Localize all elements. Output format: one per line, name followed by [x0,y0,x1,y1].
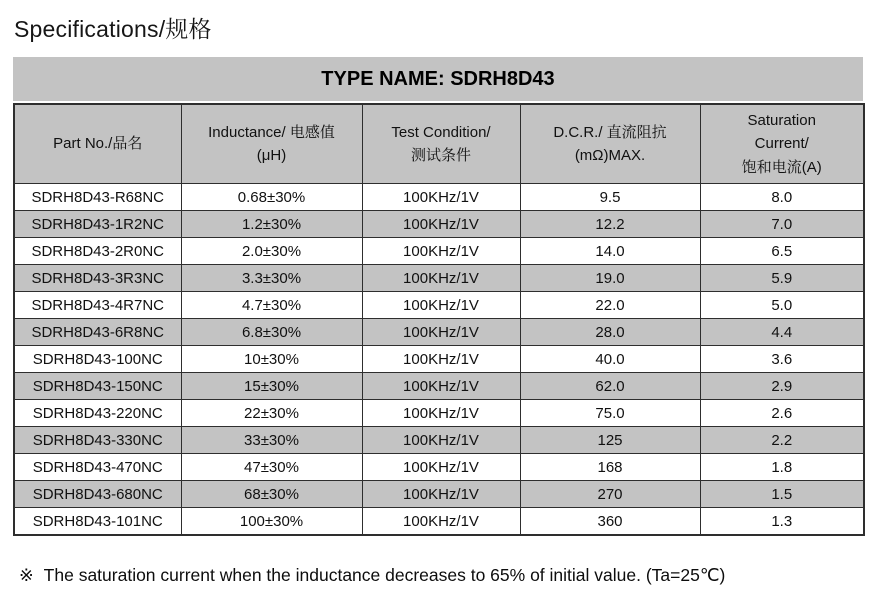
table-cell: 100KHz/1V [362,238,520,265]
table-cell: SDRH8D43-4R7NC [14,292,181,319]
table-cell: 5.0 [700,292,864,319]
table-cell: 4.7±30% [181,292,362,319]
footnote-marker: ※ [19,565,34,585]
table-cell: SDRH8D43-R68NC [14,184,181,211]
column-header: Inductance/ 电感值 (μH) [181,104,362,184]
table-cell: 270 [520,481,700,508]
table-cell: 6.8±30% [181,319,362,346]
table-cell: 360 [520,508,700,536]
table-cell: 2.2 [700,427,864,454]
table-cell: 2.9 [700,373,864,400]
table-row [14,265,864,292]
table-cell: 100KHz/1V [362,265,520,292]
table-cell: 100KHz/1V [362,454,520,481]
table-cell: 168 [520,454,700,481]
table-cell: 100KHz/1V [362,481,520,508]
table-cell: 4.4 [700,319,864,346]
table-cell: SDRH8D43-2R0NC [14,238,181,265]
table-cell: 100KHz/1V [362,346,520,373]
table-cell: SDRH8D43-101NC [14,508,181,536]
column-header: Part No./品名 [14,104,181,184]
table-cell: 33±30% [181,427,362,454]
table-cell: SDRH8D43-680NC [14,481,181,508]
table-cell: 8.0 [700,184,864,211]
table-row [14,454,864,481]
table-cell: 2.0±30% [181,238,362,265]
table-row [14,346,864,373]
column-header: Test Condition/ 测试条件 [362,104,520,184]
table-cell: 12.2 [520,211,700,238]
table-cell: 1.3 [700,508,864,536]
table-cell: 100KHz/1V [362,508,520,536]
table-cell: 100KHz/1V [362,400,520,427]
table-cell: SDRH8D43-470NC [14,454,181,481]
table-cell: 22±30% [181,400,362,427]
table-cell: 47±30% [181,454,362,481]
table-cell: 2.6 [700,400,864,427]
page-title: Specifications/规格 [14,16,212,42]
spec-table-body [14,184,864,536]
table-cell: 1.5 [700,481,864,508]
table-row [14,184,864,211]
table-cell: 6.5 [700,238,864,265]
table-cell: SDRH8D43-220NC [14,400,181,427]
column-header: D.C.R./ 直流阻抗 (mΩ)MAX. [520,104,700,184]
table-cell: 100KHz/1V [362,292,520,319]
column-header: Saturation Current/ 饱和电流(A) [700,104,864,184]
table-cell: 40.0 [520,346,700,373]
table-cell: SDRH8D43-150NC [14,373,181,400]
table-row [14,481,864,508]
table-row [14,211,864,238]
table-cell: 3.3±30% [181,265,362,292]
table-cell: SDRH8D43-3R3NC [14,265,181,292]
type-name-banner [13,57,863,101]
column-header-row [14,104,864,184]
table-cell: 0.68±30% [181,184,362,211]
table-row [14,292,864,319]
table-cell: 68±30% [181,481,362,508]
spec-table [13,103,865,536]
type-name-text: TYPE NAME: SDRH8D43 [321,67,555,90]
table-row [14,319,864,346]
table-cell: SDRH8D43-6R8NC [14,319,181,346]
table-cell: 1.8 [700,454,864,481]
table-cell: SDRH8D43-330NC [14,427,181,454]
footnote [19,565,863,586]
table-row [14,373,864,400]
table-row [14,427,864,454]
table-cell: 100KHz/1V [362,427,520,454]
table-cell: 1.2±30% [181,211,362,238]
table-cell: SDRH8D43-100NC [14,346,181,373]
table-cell: 3.6 [700,346,864,373]
table-cell: 9.5 [520,184,700,211]
table-cell: 75.0 [520,400,700,427]
table-cell: 100KHz/1V [362,373,520,400]
table-cell: 10±30% [181,346,362,373]
table-cell: 5.9 [700,265,864,292]
table-cell: 22.0 [520,292,700,319]
footnote-text: The saturation current when the inductance decreases to 65% of initial value. (Ta=25℃) [43,565,726,585]
table-cell: 125 [520,427,700,454]
table-cell: 7.0 [700,211,864,238]
table-cell: 28.0 [520,319,700,346]
table-row [14,238,864,265]
table-cell: 100±30% [181,508,362,536]
table-row [14,508,864,536]
table-cell: 62.0 [520,373,700,400]
table-cell: SDRH8D43-1R2NC [14,211,181,238]
table-cell: 100KHz/1V [362,319,520,346]
table-cell: 100KHz/1V [362,184,520,211]
table-row [14,400,864,427]
table-cell: 19.0 [520,265,700,292]
table-cell: 14.0 [520,238,700,265]
table-cell: 100KHz/1V [362,211,520,238]
table-cell: 15±30% [181,373,362,400]
